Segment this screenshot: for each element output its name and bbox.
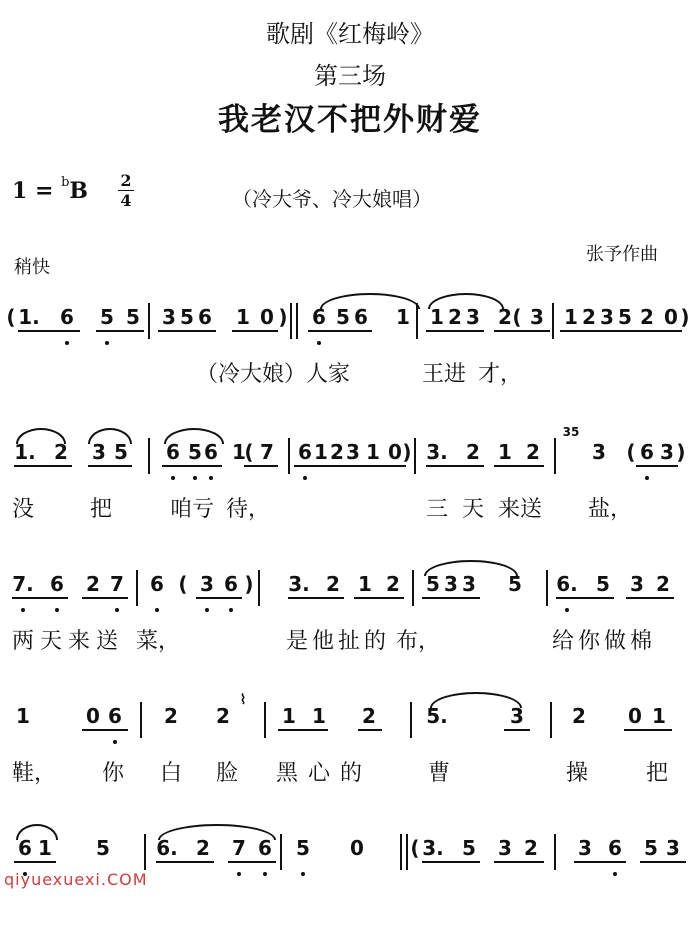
notation-line: ( 1. 6 5 5 3 5 6 1 0 ) 6 5 6 1 1 2 3 2 ( 3 1 2 3 5 2 0 ) xyxy=(0,305,700,365)
lyric-4-7: 操 xyxy=(566,761,589,786)
lyric-1-1: （冷大娘）人家 xyxy=(196,362,351,387)
lyric-4-2: 你 xyxy=(102,761,125,786)
key-note: B xyxy=(69,178,88,204)
lyric-3-1: 两天来送 xyxy=(12,629,125,654)
key-prefix: 1 = xyxy=(12,178,62,204)
lyric-2-5: 三 xyxy=(426,497,449,522)
lyric-1-3: 才， xyxy=(478,362,523,387)
opera-title: 歌剧《红梅岭》 xyxy=(266,20,434,48)
notation-line: 1. 2 3 5 6 5 6 1 ( 7 6 1 2 3 1 0 ) 3. 2 1 2 35 3 ( 6 3 ) xyxy=(0,440,700,500)
lyric-3-4: 布， xyxy=(396,629,441,654)
lyric-3-2: 菜， xyxy=(136,629,181,654)
lyric-2-6: 天 xyxy=(462,497,485,522)
lyric-2-1: 没 xyxy=(12,497,35,522)
lyric-4-5: 黑心的 xyxy=(276,761,373,786)
lyric-2-3: 咱亏 xyxy=(170,497,215,522)
lyric-4-8: 把 xyxy=(646,761,669,786)
lyric-4-1: 鞋， xyxy=(12,761,57,786)
key-signature xyxy=(12,174,88,204)
score-system-5 xyxy=(0,836,700,946)
score-system-3 xyxy=(0,572,700,682)
notation-line: 1 0 6 2 2 ⌇ 1 1 2 5. 3 2 0 1 xyxy=(0,704,700,764)
key-flat: b xyxy=(61,174,70,190)
lyric-2-7: 来送 xyxy=(498,497,543,522)
time-top: 2 xyxy=(120,171,132,190)
lyric-1-2: 王进 xyxy=(422,362,467,387)
score-system-1 xyxy=(0,305,700,415)
lyric-4-6: 曹 xyxy=(428,761,451,786)
lyrics-line xyxy=(0,756,700,786)
scene-title: 第三场 xyxy=(314,62,386,90)
score-system-4 xyxy=(0,692,700,814)
lyric-4-4: 脸 xyxy=(216,761,239,786)
notation-line: 6 1 5 6. 2 7 6 5 0 ( 3. 5 3 2 3 6 5 3 xyxy=(0,836,700,896)
singers-note: （冷大爷、冷大娘唱） xyxy=(232,187,432,211)
lyric-2-4: 待， xyxy=(226,497,271,522)
lyric-4-3: 白 xyxy=(160,761,183,786)
time-signature xyxy=(118,172,134,209)
score-system-2 xyxy=(0,425,700,550)
site-watermark: qiyuexuexi.COM xyxy=(4,870,148,889)
composer-credit: 张予作曲 xyxy=(586,244,658,265)
lyrics-line xyxy=(0,492,700,522)
lyric-2-2: 把 xyxy=(90,497,113,522)
lyric-2-8: 盐， xyxy=(588,497,633,522)
lyric-3-3: 是他扯的 xyxy=(286,629,391,654)
song-title: 我老汉不把外财爱 xyxy=(218,102,482,138)
tempo-mark: 稍快 xyxy=(14,257,50,278)
lyrics-line xyxy=(0,357,700,387)
lyrics-line xyxy=(0,624,700,654)
notation-line: 7. 6 2 7 6 ( 3 6 ) 3. 2 1 2 5 3 3 5 6. 5 3 2 xyxy=(0,572,700,632)
lyric-3-5: 给你做棉 xyxy=(552,629,657,654)
time-bottom: 4 xyxy=(120,191,132,210)
